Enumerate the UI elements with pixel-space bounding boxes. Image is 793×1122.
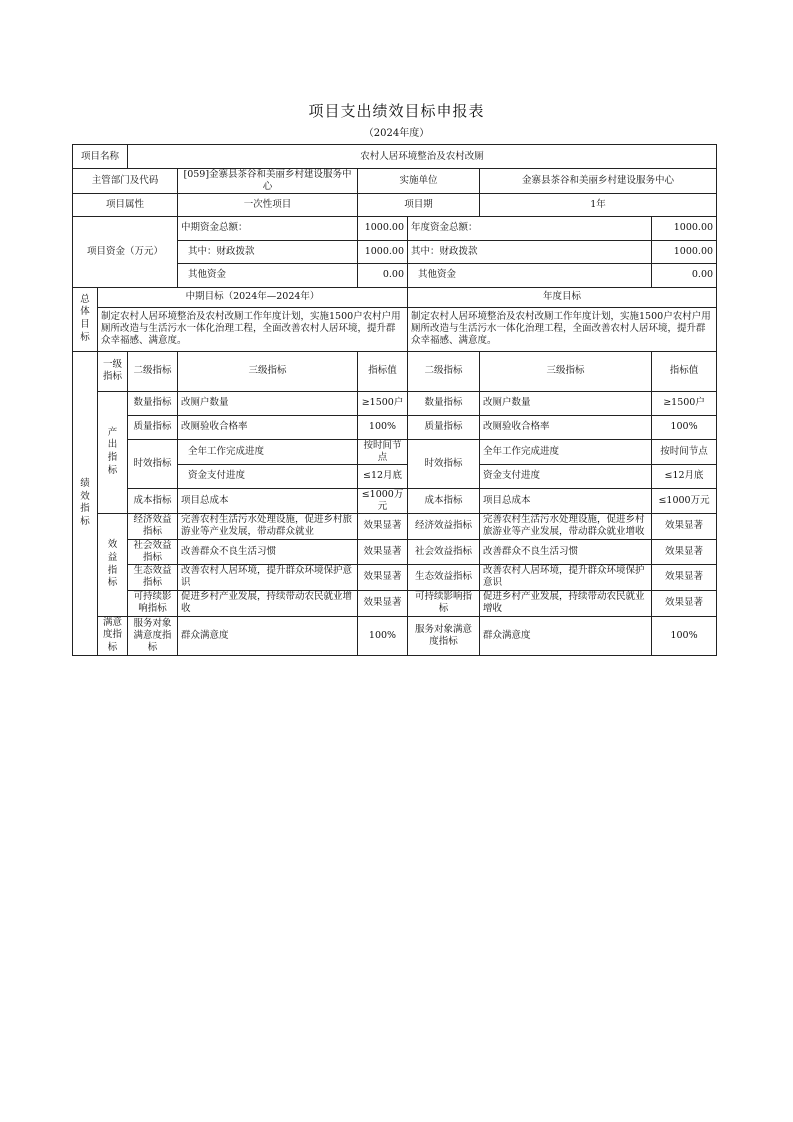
attr-value: 一次性项目 (178, 193, 358, 216)
mid-other-value: 0.00 (358, 263, 408, 287)
cost-l3-year: 项目总成本 (480, 488, 652, 513)
quantity-l3-year: 改厕户数量 (480, 391, 652, 415)
quantity-l2-year: 数量指标 (408, 391, 480, 415)
time2-value: ≤12月底 (358, 464, 408, 488)
year-fiscal-value: 1000.00 (652, 240, 717, 263)
economic-value: 效果显著 (358, 513, 408, 539)
level2-header: 二级指标 (128, 351, 178, 391)
social-l3-year: 改善群众不良生活习惯 (480, 539, 652, 564)
economic-value-year: 效果显著 (652, 513, 717, 539)
quantity-value: ≥1500户 (358, 391, 408, 415)
time1-value: 按时间节点 (358, 439, 408, 464)
year-other-value: 0.00 (652, 263, 717, 287)
dept-value: [059]金寨县茶谷和美丽乡村建设服务中心 (178, 169, 358, 194)
time-l2-year: 时效指标 (408, 439, 480, 488)
project-name-label: 项目名称 (73, 145, 128, 169)
mid-goal-header: 中期目标（2024年—2024年） (98, 287, 408, 307)
eco-l2-year: 生态效益指标 (408, 564, 480, 590)
time2-l3: 资金支付进度 (178, 464, 358, 488)
time1-l3: 全年工作完成进度 (178, 439, 358, 464)
form-year: （2024年度） (363, 128, 430, 139)
year-goal-text: 制定农村人居环境整治及农村改厕工作年度计划，实施1500户农村户用厕所改造与生活污水一体化治理工程，全面改善农村人居环境，提升群众幸福感、满意度。 (408, 307, 717, 351)
value-header-year: 指标值 (652, 351, 717, 391)
social-value-year: 效果显著 (652, 539, 717, 564)
mid-fiscal-value: 1000.00 (358, 240, 408, 263)
level3-header-year: 三级指标 (480, 351, 652, 391)
cost-l3: 项目总成本 (178, 488, 358, 513)
level2-header-year: 二级指标 (408, 351, 480, 391)
eco-value-year: 效果显著 (652, 564, 717, 590)
year-other-label: 其他资金 (408, 263, 652, 287)
year-fiscal-label: 其中：财政拨款 (408, 240, 652, 263)
effect-indicator-label: 效益指标 (98, 513, 128, 616)
eco-l3: 改善农村人居环境，提升群众环境保护意识 (178, 564, 358, 590)
year-total-value: 1000.00 (652, 216, 717, 240)
dept-label: 主管部门及代码 (73, 169, 178, 194)
mid-total-value: 1000.00 (358, 216, 408, 240)
sustain-l3: 促进乡村产业发展，持续带动农民就业增收 (178, 590, 358, 616)
performance-table (72, 144, 717, 656)
sustain-l2-year: 可持续影响指标 (408, 590, 480, 616)
period-label: 项目期 (358, 193, 480, 216)
level1-header: 一级指标 (98, 351, 128, 391)
mid-fiscal-label: 其中：财政拨款 (178, 240, 358, 263)
quality-value: 100% (358, 415, 408, 439)
social-l2: 社会效益指标 (128, 539, 178, 564)
eco-value: 效果显著 (358, 564, 408, 590)
economic-l3: 完善农村生活污水处理设施，促进乡村旅游业等产业发展，带动群众就业 (178, 513, 358, 539)
quality-value-year: 100% (652, 415, 717, 439)
satisfaction-indicator-label: 满意度指标 (98, 616, 128, 655)
economic-l2-year: 经济效益指标 (408, 513, 480, 539)
cost-l2-year: 成本指标 (408, 488, 480, 513)
period-value: 1年 (480, 193, 717, 216)
service-l2: 服务对象满意度指标 (128, 616, 178, 655)
quality-l3: 改厕验收合格率 (178, 415, 358, 439)
impl-value: 金寨县茶谷和美丽乡村建设服务中心 (480, 169, 717, 194)
service-value-year: 100% (652, 616, 717, 655)
level3-header: 三级指标 (178, 351, 358, 391)
quantity-l3: 改厕户数量 (178, 391, 358, 415)
eco-l2: 生态效益指标 (128, 564, 178, 590)
social-l2-year: 社会效益指标 (408, 539, 480, 564)
cost-value: ≤1000万元 (358, 488, 408, 513)
output-indicator-label: 产出指标 (98, 391, 128, 513)
form-title: 项目支出绩效目标申报表 (308, 102, 485, 120)
funds-label: 项目资金（万元） (73, 216, 178, 287)
economic-l2: 经济效益指标 (128, 513, 178, 539)
year-goal-header: 年度目标 (408, 287, 717, 307)
quality-l2-year: 质量指标 (408, 415, 480, 439)
mid-other-label: 其他资金 (178, 263, 358, 287)
quality-l3-year: 改厕验收合格率 (480, 415, 652, 439)
service-l2-year: 服务对象满意度指标 (408, 616, 480, 655)
service-l3-year: 群众满意度 (480, 616, 652, 655)
economic-l3-year: 完善农村生活污水处理设施，促进乡村旅游业等产业发展，带动群众就业增收 (480, 513, 652, 539)
overall-goal-label: 总体目标 (73, 287, 98, 351)
mid-goal-text: 制定农村人居环境整治及农村改厕工作年度计划，实施1500户农村户用厕所改造与生活污水一体化治理工程，全面改善农村人居环境，提升群众幸福感、满意度。 (98, 307, 408, 351)
cost-l2: 成本指标 (128, 488, 178, 513)
quality-l2: 质量指标 (128, 415, 178, 439)
eco-l3-year: 改善农村人居环境，提升群众环境保护意识 (480, 564, 652, 590)
sustain-value: 效果显著 (358, 590, 408, 616)
time1-value-year: 按时间节点 (652, 439, 717, 464)
social-value: 效果显著 (358, 539, 408, 564)
sustain-value-year: 效果显著 (652, 590, 717, 616)
impl-label: 实施单位 (358, 169, 480, 194)
service-l3: 群众满意度 (178, 616, 358, 655)
mid-total-label: 中期资金总额： (178, 216, 358, 240)
cost-value-year: ≤1000万元 (652, 488, 717, 513)
quantity-value-year: ≥1500户 (652, 391, 717, 415)
time-l2: 时效指标 (128, 439, 178, 488)
project-name-value: 农村人居环境整治及农村改厕 (128, 145, 717, 169)
time2-value-year: ≤12月底 (652, 464, 717, 488)
quantity-l2: 数量指标 (128, 391, 178, 415)
sustain-l3-year: 促进乡村产业发展，持续带动农民就业增收 (480, 590, 652, 616)
year-total-label: 年度资金总额： (408, 216, 652, 240)
social-l3: 改善群众不良生活习惯 (178, 539, 358, 564)
time1-l3-year: 全年工作完成进度 (480, 439, 652, 464)
indicators-section-label: 绩效指标 (73, 351, 98, 655)
service-value: 100% (358, 616, 408, 655)
time2-l3-year: 资金支付进度 (480, 464, 652, 488)
sustain-l2: 可持续影响指标 (128, 590, 178, 616)
attr-label: 项目属性 (73, 193, 178, 216)
value-header: 指标值 (358, 351, 408, 391)
